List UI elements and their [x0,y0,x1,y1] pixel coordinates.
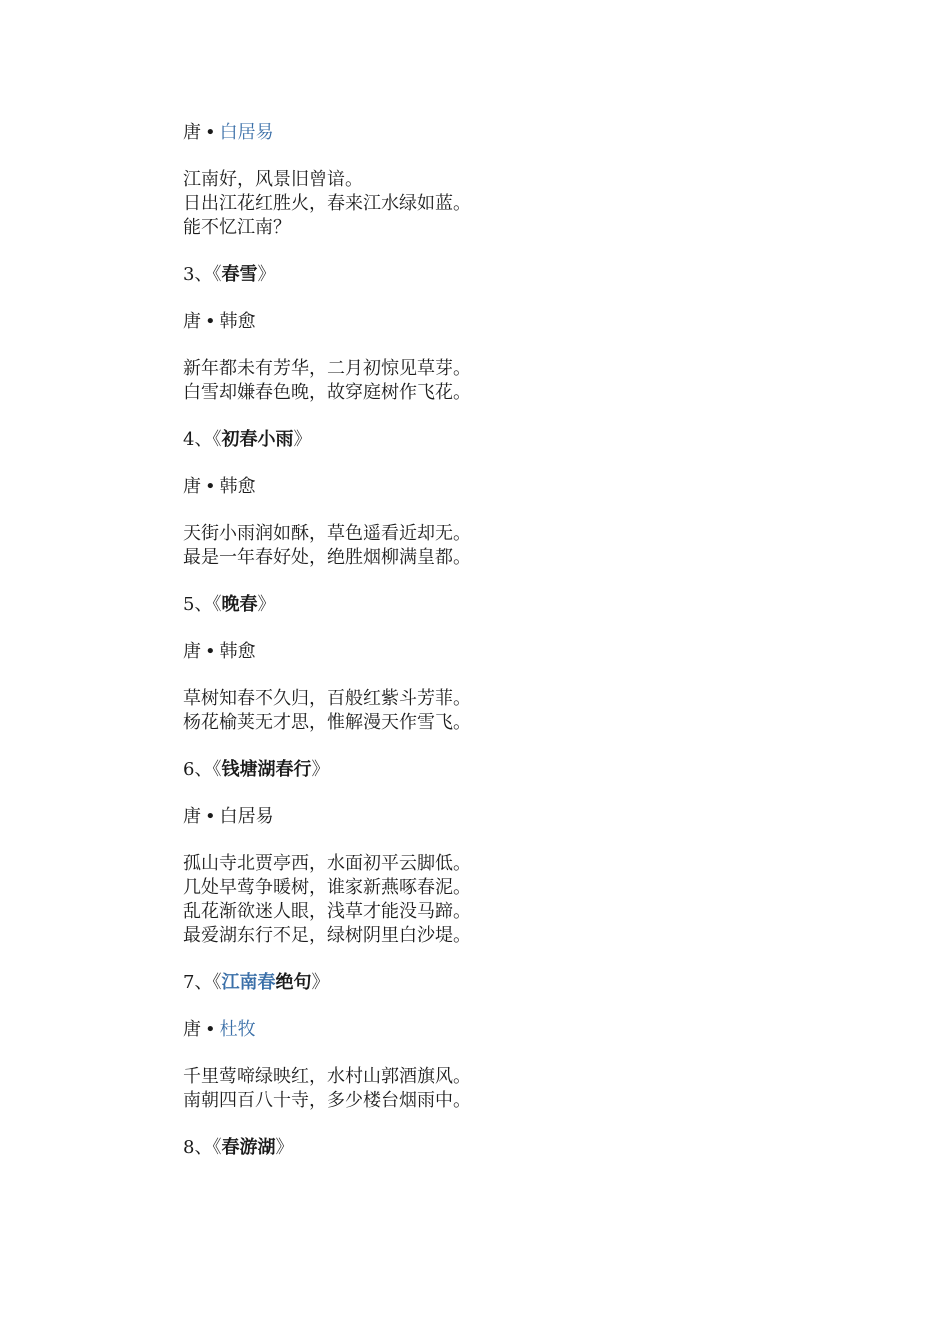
title-open-bracket: 《 [212,1137,222,1158]
spacer [183,287,883,310]
poem-number: 6、 [183,759,213,780]
title-open-bracket: 《 [212,429,222,450]
spacer [183,570,883,593]
separator-dot: • [205,806,216,827]
title-close-bracket: 》 [257,264,276,285]
separator-dot: • [205,1019,216,1040]
poem-line: 新年都未有芳华，二月初惊见草芽。 [183,358,471,379]
separator-dot: • [205,641,216,662]
poem-author [183,121,883,145]
title-open-bracket: 《 [212,594,222,615]
title-close-bracket: 》 [275,1137,294,1158]
author-dynasty: 唐 [183,476,201,497]
spacer [183,664,883,687]
author-name-link[interactable]: 杜牧 [219,1019,256,1040]
poem-number: 7、 [183,972,213,993]
poem-line: 最爱湖东行不足，绿树阴里白沙堤。 [183,925,471,946]
poem-title-suffix: 绝句 [275,972,312,993]
poem-author [183,1018,883,1042]
poem-title [183,428,883,452]
poem-line: 杨花榆荚无才思，惟解漫天作雪飞。 [183,712,471,733]
poem-author [183,310,883,334]
separator-dot: • [205,311,216,332]
poem-author [183,640,883,664]
spacer [183,240,883,263]
poem-title [183,593,883,617]
poem-title-text [221,264,257,285]
spacer [183,829,883,852]
separator-dot: • [205,122,216,143]
poem-title-link[interactable]: 江南春 [221,972,276,993]
author-name: 韩愈 [219,311,256,332]
poem-line: 南朝四百八十寺，多少楼台烟雨中。 [183,1090,471,1111]
title-open-bracket: 《 [212,759,222,780]
spacer [183,995,883,1018]
spacer [183,782,883,805]
author-dynasty: 唐 [183,806,201,827]
poem-title-text [221,759,311,780]
spacer [183,948,883,971]
title-close-bracket: 》 [311,759,330,780]
spacer [183,1042,883,1065]
author-dynasty: 唐 [183,1019,201,1040]
spacer [183,452,883,475]
poem-author [183,805,883,829]
poem-line: 最是一年春好处，绝胜烟柳满皇都。 [183,547,471,568]
spacer [183,735,883,758]
author-name: 韩愈 [219,641,256,662]
spacer [183,405,883,428]
poem-line: 能不忆江南？ [183,217,291,238]
author-dynasty: 唐 [183,122,201,143]
author-name-link[interactable]: 白居易 [219,122,274,143]
poem-title-name: 春游湖 [221,1137,276,1158]
poem-line: 白雪却嫌春色晚，故穿庭树作飞花。 [183,382,471,403]
poem-title [183,971,883,995]
poem-author [183,475,883,499]
title-open-bracket: 《 [212,972,222,993]
poem-line: 乱花渐欲迷人眼，浅草才能没马蹄。 [183,901,471,922]
poem-number: 4、 [183,429,213,450]
poem-line: 天街小雨润如酥，草色遥看近却无。 [183,523,471,544]
poem-number: 8、 [183,1137,213,1158]
poem-number: 5、 [183,594,213,615]
poem-title [183,263,883,287]
title-close-bracket: 》 [257,594,276,615]
poem-title-name: 钱塘湖春行 [221,759,312,780]
spacer [183,145,883,168]
spacer [183,1113,883,1136]
poem-line: 千里莺啼绿映红，水村山郭酒旗风。 [183,1066,471,1087]
author-name: 白居易 [219,806,274,827]
poem-title-name: 春雪 [221,264,258,285]
spacer [183,334,883,357]
poem-title-name: 晚春 [221,594,258,615]
poem-line: 孤山寺北贾亭西，水面初平云脚低。 [183,853,471,874]
poem-title-text [221,429,293,450]
poem-number: 3、 [183,264,213,285]
title-close-bracket: 》 [293,429,312,450]
poem-line: 江南好，风景旧曾谙。 [183,169,363,190]
poem-title-text [221,1137,275,1158]
poem-line: 几处早莺争暖树，谁家新燕啄春泥。 [183,877,471,898]
title-close-bracket: 》 [311,972,330,993]
title-open-bracket: 《 [212,264,222,285]
separator-dot: • [205,476,216,497]
poem-title [183,1136,883,1160]
poem-title [183,758,883,782]
spacer [183,499,883,522]
poem-title-text [221,594,257,615]
author-dynasty: 唐 [183,641,201,662]
poem-line: 日出江花红胜火，春来江水绿如蓝。 [183,193,471,214]
document-page [183,121,883,1160]
author-name: 韩愈 [219,476,256,497]
poem-title-name: 初春小雨 [221,429,294,450]
author-dynasty: 唐 [183,311,201,332]
spacer [183,617,883,640]
poem-line: 草树知春不久归，百般红紫斗芳菲。 [183,688,471,709]
poem-title-text [221,972,311,993]
